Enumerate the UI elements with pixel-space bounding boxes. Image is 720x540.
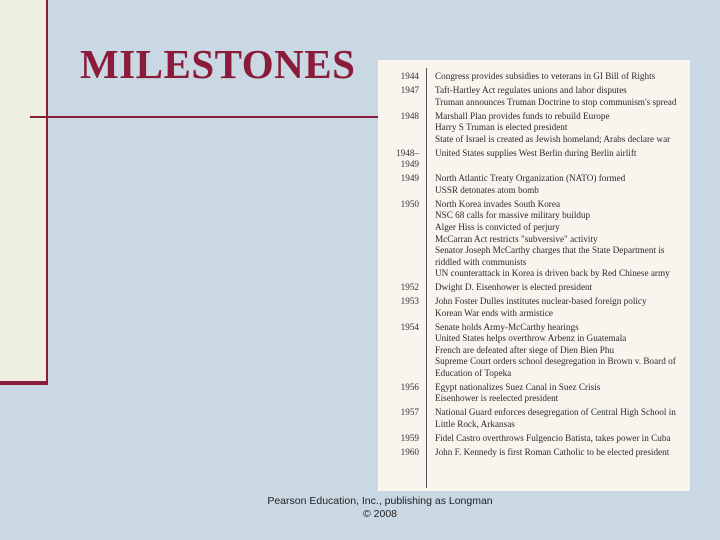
- timeline-row: [378, 382, 690, 394]
- timeline-event: French are defeated after siege of Dien Bien Phu: [435, 344, 615, 355]
- timeline-event: Korean War ends with armistice: [435, 307, 553, 318]
- timeline-year: 1949: [400, 173, 419, 184]
- timeline-row: [378, 245, 690, 268]
- timeline-event: Supreme Court orders school desegregation in Brown v. Board of Education of Topeka: [435, 356, 676, 378]
- timeline-row: [378, 222, 690, 234]
- timeline-event: United States supplies West Berlin during Berlin airlift: [435, 147, 637, 158]
- title-underline: [30, 116, 392, 118]
- timeline-row: [378, 345, 690, 357]
- timeline-event: Truman announces Truman Doctrine to stop communism's spread: [435, 96, 677, 107]
- timeline-year: 1950: [400, 198, 419, 209]
- timeline-row: [378, 199, 690, 211]
- timeline-year: 1944: [400, 71, 419, 82]
- timeline-year: [378, 210, 419, 222]
- timeline-event: National Guard enforces desegregation of Central High School in Little Rock, Arkansas: [435, 407, 676, 429]
- timeline-event: UN counterattack in Korea is driven back by Red Chinese army: [435, 268, 670, 279]
- timeline-row: [378, 148, 690, 171]
- timeline-year: [378, 268, 419, 280]
- timeline-event: Taft-Hartley Act regulates unions and labor disputes: [435, 85, 627, 96]
- timeline-year: [378, 97, 419, 109]
- timeline-event: John F. Kennedy is first Roman Catholic to be elected president: [435, 446, 670, 457]
- timeline-row: [378, 85, 690, 97]
- timeline-event: Senator Joseph McCarthy charges that the State Department is riddled with communists: [435, 245, 665, 267]
- timeline-event: Marshall Plan provides funds to rebuild Europe: [435, 110, 610, 121]
- timeline-row: [378, 322, 690, 334]
- timeline-row: [378, 134, 690, 146]
- timeline-year: 1956: [400, 381, 419, 392]
- timeline-row: [378, 333, 690, 345]
- timeline-row: [378, 282, 690, 294]
- timeline-event: North Korea invades South Korea: [435, 198, 561, 209]
- left-accent-panel: [0, 0, 48, 384]
- timeline-event: Congress provides subsidies to veterans in GI Bill of Rights: [435, 71, 656, 82]
- timeline-year: [378, 234, 419, 246]
- timeline-row: [378, 97, 690, 109]
- timeline-event: John Foster Dulles institutes nuclear-based foreign policy: [435, 296, 647, 307]
- timeline-event: North Atlantic Treaty Organization (NATO) formed: [435, 173, 626, 184]
- timeline-event: McCarran Act restricts "subversive" activity: [435, 233, 598, 244]
- timeline-year: 1954: [400, 321, 419, 332]
- timeline-event: Egypt nationalizes Suez Canal in Suez Crisis: [435, 381, 601, 392]
- timeline-year: 1948–1949: [396, 147, 419, 170]
- timeline-row: [378, 447, 690, 459]
- timeline-year: [378, 185, 419, 197]
- milestones-timeline-image: [378, 60, 690, 491]
- timeline-row: [378, 356, 690, 379]
- timeline-year: 1959: [400, 432, 419, 443]
- timeline-event: United States helps overthrow Arbenz in Guatemala: [435, 333, 627, 344]
- timeline-year: 1952: [400, 282, 419, 293]
- timeline-event: Fidel Castro overthrows Fulgencio Batista, takes power in Cuba: [435, 432, 671, 443]
- timeline-year: [378, 134, 419, 146]
- timeline-year: 1953: [400, 296, 419, 307]
- timeline-year: [378, 345, 419, 357]
- timeline-year: [378, 308, 419, 320]
- timeline-row: [378, 111, 690, 123]
- timeline-year: 1957: [400, 407, 419, 418]
- timeline-row: [378, 393, 690, 405]
- timeline-event: Harry S Truman is elected president: [435, 122, 568, 133]
- timeline-row: [378, 185, 690, 197]
- timeline-row: [378, 268, 690, 280]
- timeline-row: [378, 71, 690, 83]
- timeline-row: [378, 122, 690, 134]
- timeline-year: [378, 356, 419, 379]
- timeline-year: [378, 245, 419, 268]
- timeline-year: [378, 222, 419, 234]
- timeline-event: Senate holds Army-McCarthy hearings: [435, 321, 579, 332]
- timeline-row: [378, 210, 690, 222]
- timeline-row: [378, 407, 690, 430]
- timeline-event: USSR detonates atom bomb: [435, 184, 539, 195]
- timeline-event: NSC 68 calls for massive military buildup: [435, 210, 591, 221]
- footer-publisher: Pearson Education, Inc., publishing as Longman: [267, 495, 493, 507]
- slide-title: MILESTONES: [80, 41, 356, 87]
- timeline-event: Alger Hiss is convicted of perjury: [435, 221, 560, 232]
- timeline-event: Eisenhower is reelected president: [435, 393, 559, 404]
- timeline-year: [378, 393, 419, 405]
- timeline-event: State of Israel is created as Jewish homeland; Arabs declare war: [435, 133, 671, 144]
- left-accent-bottom-bar: [0, 381, 48, 385]
- timeline-row: [378, 234, 690, 246]
- timeline-year: 1960: [400, 446, 419, 457]
- timeline-row: [378, 433, 690, 445]
- timeline-row: [378, 296, 690, 308]
- footer-credit: [230, 495, 530, 521]
- timeline-year: 1947: [400, 85, 419, 96]
- timeline-year: [378, 122, 419, 134]
- timeline-row: [378, 173, 690, 185]
- timeline-row: [378, 308, 690, 320]
- timeline-year: [378, 333, 419, 345]
- footer-copyright: © 2008: [362, 508, 397, 520]
- left-accent-bar: [46, 0, 48, 384]
- timeline-year: 1948: [400, 110, 419, 121]
- timeline-event: Dwight D. Eisenhower is elected president: [435, 282, 593, 293]
